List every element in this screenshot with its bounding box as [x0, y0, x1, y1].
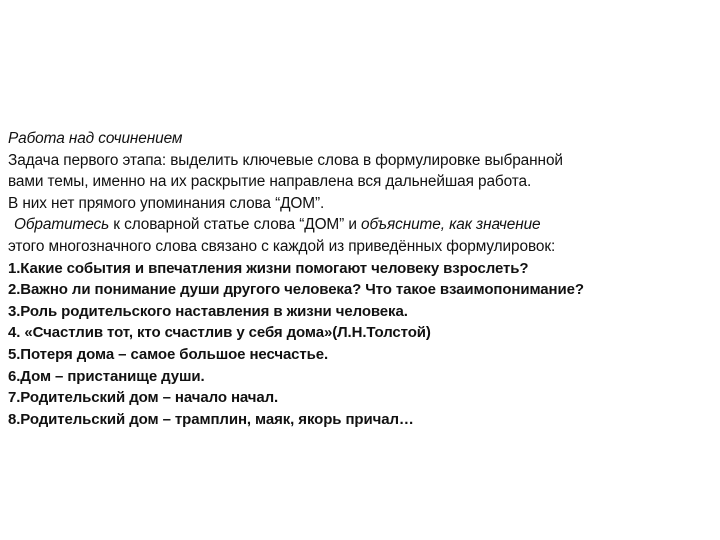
text-block [8, 128, 713, 430]
topic-item-8: 8.Родительский дом – трамплин, маяк, якорь причал… [8, 410, 414, 428]
task-line-3: В них нет прямого упоминания слова “ДОМ”. [8, 194, 325, 212]
instruction-line-2: этого многозначного слова связано с каждой из приведённых формулировок: [8, 237, 556, 255]
topic-item-5: 5.Потеря дома – самое большое несчастье. [8, 345, 329, 363]
topic-item-2: 2.Важно ли понимание души другого человека? Что такое взаимопонимание? [8, 281, 584, 299]
instruction-text: к словарной статье слова “ДОМ” и [109, 216, 362, 234]
task-line-2: вами темы, именно на их раскрытие направлена вся дальнейшая работа. [8, 173, 532, 191]
instruction-emphasis-1: Обратитесь [14, 216, 110, 234]
instruction-line-1 [8, 214, 713, 236]
topic-item-3: 3.Роль родительского наставления в жизни человека. [8, 302, 408, 320]
topic-item-1: 1.Какие события и впечатления жизни помогают человеку взрослеть? [8, 259, 529, 277]
topic-item-6: 6.Дом – пристанище души. [8, 367, 205, 385]
topic-item-7: 7.Родительский дом – начало начал. [8, 389, 279, 407]
topic-item-4: 4. «Счастлив тот, кто счастлив у себя дома»(Л.Н.Толстой) [8, 324, 431, 342]
instruction-emphasis-2: объясните, как значение [361, 216, 541, 234]
heading: Работа над сочинением [8, 130, 183, 147]
task-line-1: Задача первого этапа: выделить ключевые слова в формулировке выбранной [8, 151, 563, 169]
